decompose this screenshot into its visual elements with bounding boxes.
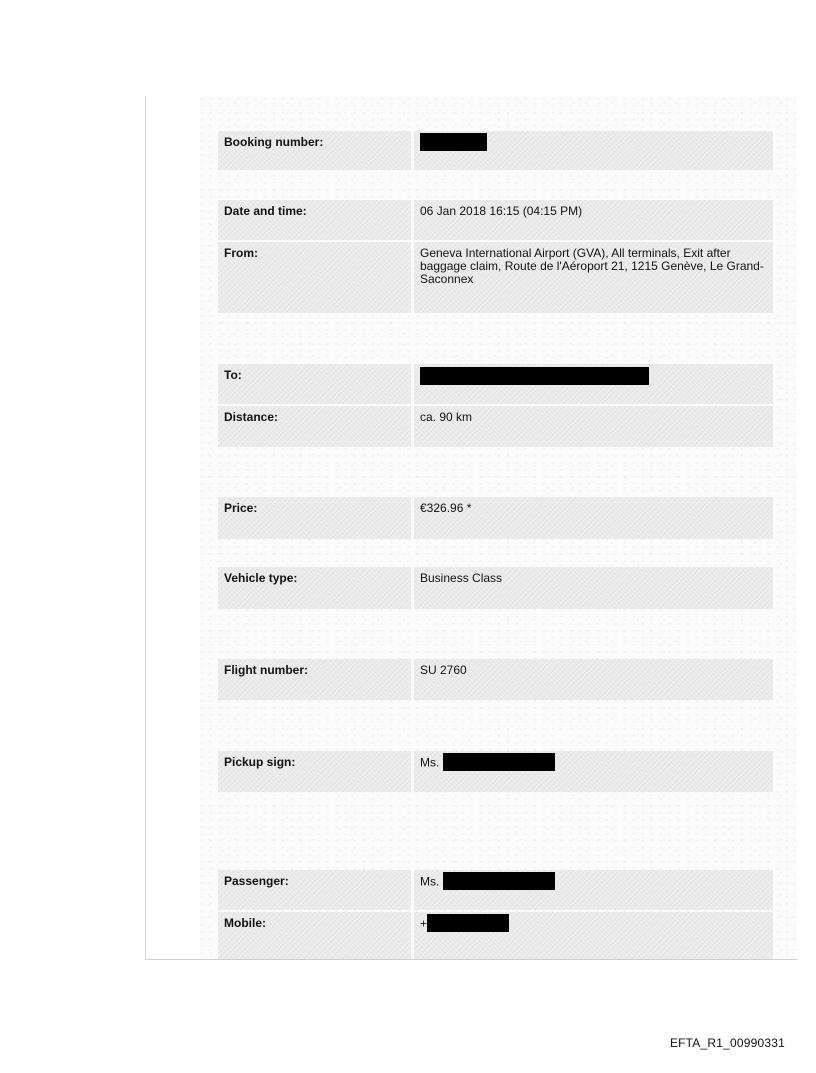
date-time-label: Date and time: [218, 200, 411, 240]
row-distance [218, 406, 773, 447]
row-from [218, 242, 773, 313]
date-time-value: 06 Jan 2018 16:15 (04:15 PM) [414, 200, 773, 240]
price-value: €326.96 * [414, 497, 773, 539]
pickup-sign-text: Ms. [420, 755, 440, 770]
passenger-label: Passenger: [218, 870, 411, 910]
price-label: Price: [218, 497, 411, 539]
distance-label: Distance: [218, 406, 411, 447]
row-booking-number [218, 131, 773, 170]
row-vehicle-type [218, 567, 773, 609]
row-flight-number [218, 659, 773, 700]
row-to [218, 364, 773, 404]
row-passenger [218, 870, 773, 910]
flight-number-value: SU 2760 [414, 659, 773, 700]
pickup-sign-label: Pickup sign: [218, 751, 411, 792]
row-mobile [218, 912, 773, 959]
booking-number-value [414, 131, 773, 170]
mobile-value [414, 912, 773, 959]
row-pickup-sign [218, 751, 773, 792]
booking-number-redaction [420, 133, 487, 151]
row-date-time [218, 200, 773, 240]
passenger-text: Ms. [420, 874, 440, 889]
page-frame-left-border [145, 96, 146, 959]
pickup-sign-value [414, 751, 773, 792]
from-label: From: [218, 242, 411, 313]
flight-number-label: Flight number: [218, 659, 411, 700]
to-value [414, 364, 773, 404]
distance-value: ca. 90 km [414, 406, 773, 447]
page-frame-bottom-border [145, 959, 797, 960]
pickup-sign-redaction [443, 753, 555, 771]
to-redaction [420, 367, 649, 385]
vehicle-type-label: Vehicle type: [218, 567, 411, 609]
vehicle-type-value: Business Class [414, 567, 773, 609]
mobile-text: + [420, 916, 428, 931]
from-value: Geneva International Airport (GVA), All terminals, Exit after baggage claim, Route de l'Aéroport 21, 1215 Genève, Le Grand-Saconnex [414, 242, 773, 313]
passenger-redaction [443, 872, 555, 890]
booking-number-label: Booking number: [218, 131, 411, 170]
passenger-value [414, 870, 773, 910]
mobile-label: Mobile: [218, 912, 411, 959]
to-label: To: [218, 364, 411, 404]
document-id: EFTA_R1_00990331 [669, 1036, 785, 1050]
row-price [218, 497, 773, 539]
mobile-redaction [427, 914, 509, 932]
